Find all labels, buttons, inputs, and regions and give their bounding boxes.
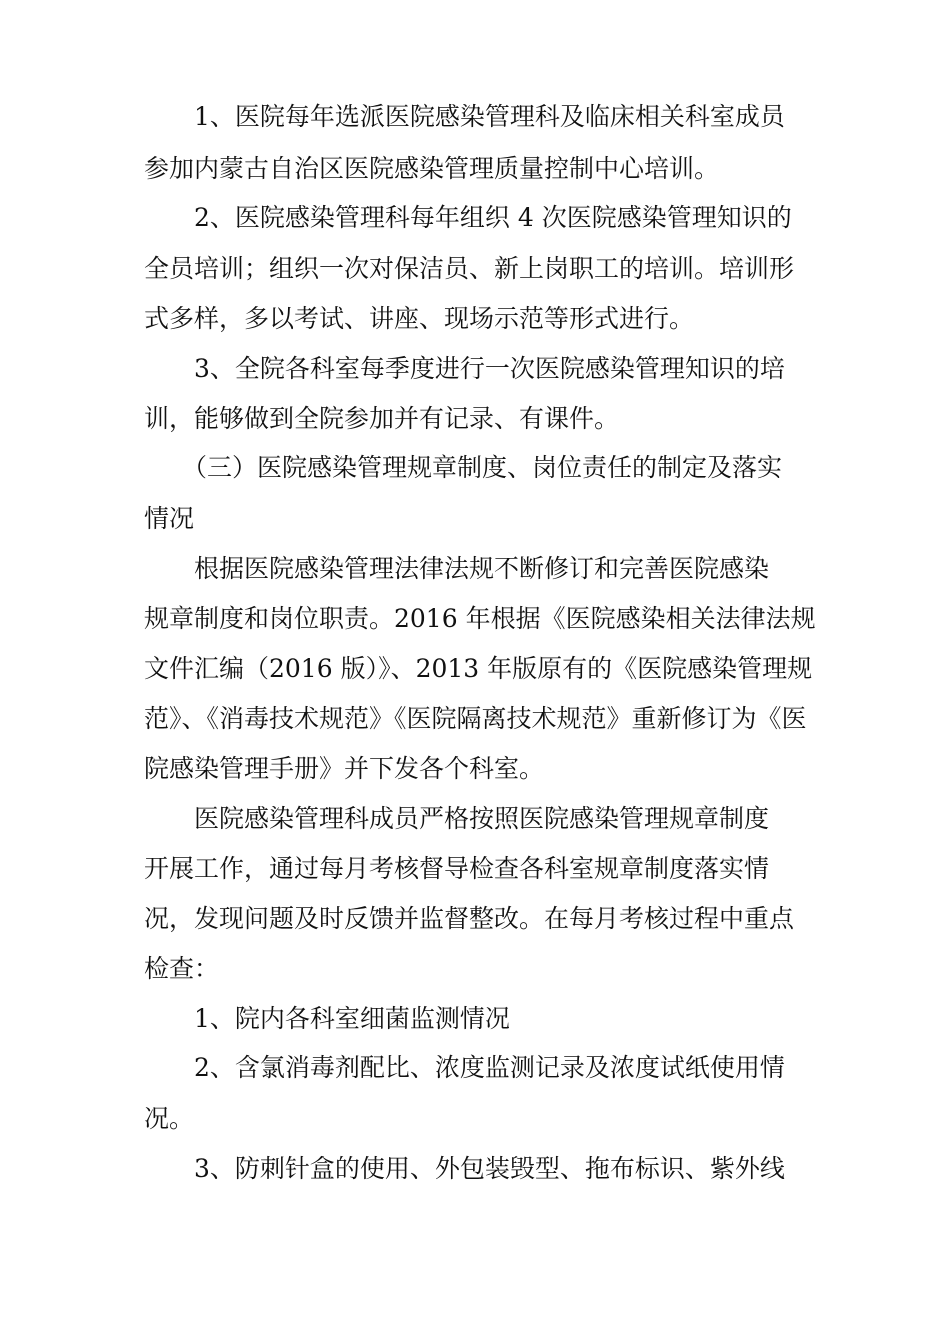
text-line: 院感染管理手册》并下发各个科室。 xyxy=(144,754,545,783)
section-heading: （三）医院感染管理规章制度、岗位责任的制定及落实 xyxy=(182,453,783,482)
list-item: 1、院内各科室细菌监测情况 xyxy=(194,1004,510,1033)
list-item: 2、含氯消毒剂配比、浓度监测记录及浓度试纸使用情 xyxy=(194,1053,785,1082)
text-line: 规章制度和岗位职责。2016 年根据《医院感染相关法律法规 xyxy=(144,604,816,633)
text-line: 参加内蒙古自治区医院感染管理质量控制中心培训。 xyxy=(144,154,720,183)
text-line: 检查： xyxy=(144,954,220,983)
text-line: 1、医院每年选派医院感染管理科及临床相关科室成员 xyxy=(194,102,785,131)
text-line: 医院感染管理科成员严格按照医院感染管理规章制度 xyxy=(194,804,770,833)
list-item: 3、防刺针盒的使用、外包装毁型、拖布标识、紫外线 xyxy=(194,1154,785,1183)
text-line: 训，能够做到全院参加并有记录、有课件。 xyxy=(144,404,620,433)
text-line: 3、全院各科室每季度进行一次医院感染管理知识的培 xyxy=(194,354,785,383)
text-line: 况。 xyxy=(144,1104,195,1133)
text-line: 范》、《消毒技术规范》《医院隔离技术规范》重新修订为《医 xyxy=(144,704,807,733)
text-line: 2、医院感染管理科每年组织 4 次医院感染管理知识的 xyxy=(194,203,792,232)
text-line: 文件汇编（2016 版）》、2013 年版原有的《医院感染管理规 xyxy=(144,654,813,683)
text-line: 根据医院感染管理法律法规不断修订和完善医院感染 xyxy=(194,554,770,583)
text-line: 式多样，多以考试、讲座、现场示范等形式进行。 xyxy=(144,304,695,333)
text-line: 况，发现问题及时反馈并监督整改。在每月考核过程中重点 xyxy=(144,904,795,933)
text-line: 全员培训；组织一次对保洁员、新上岗职工的培训。培训形 xyxy=(144,254,795,283)
text-line: 开展工作，通过每月考核督导检查各科室规章制度落实情 xyxy=(144,854,770,883)
section-heading-continued: 情况 xyxy=(144,504,195,533)
